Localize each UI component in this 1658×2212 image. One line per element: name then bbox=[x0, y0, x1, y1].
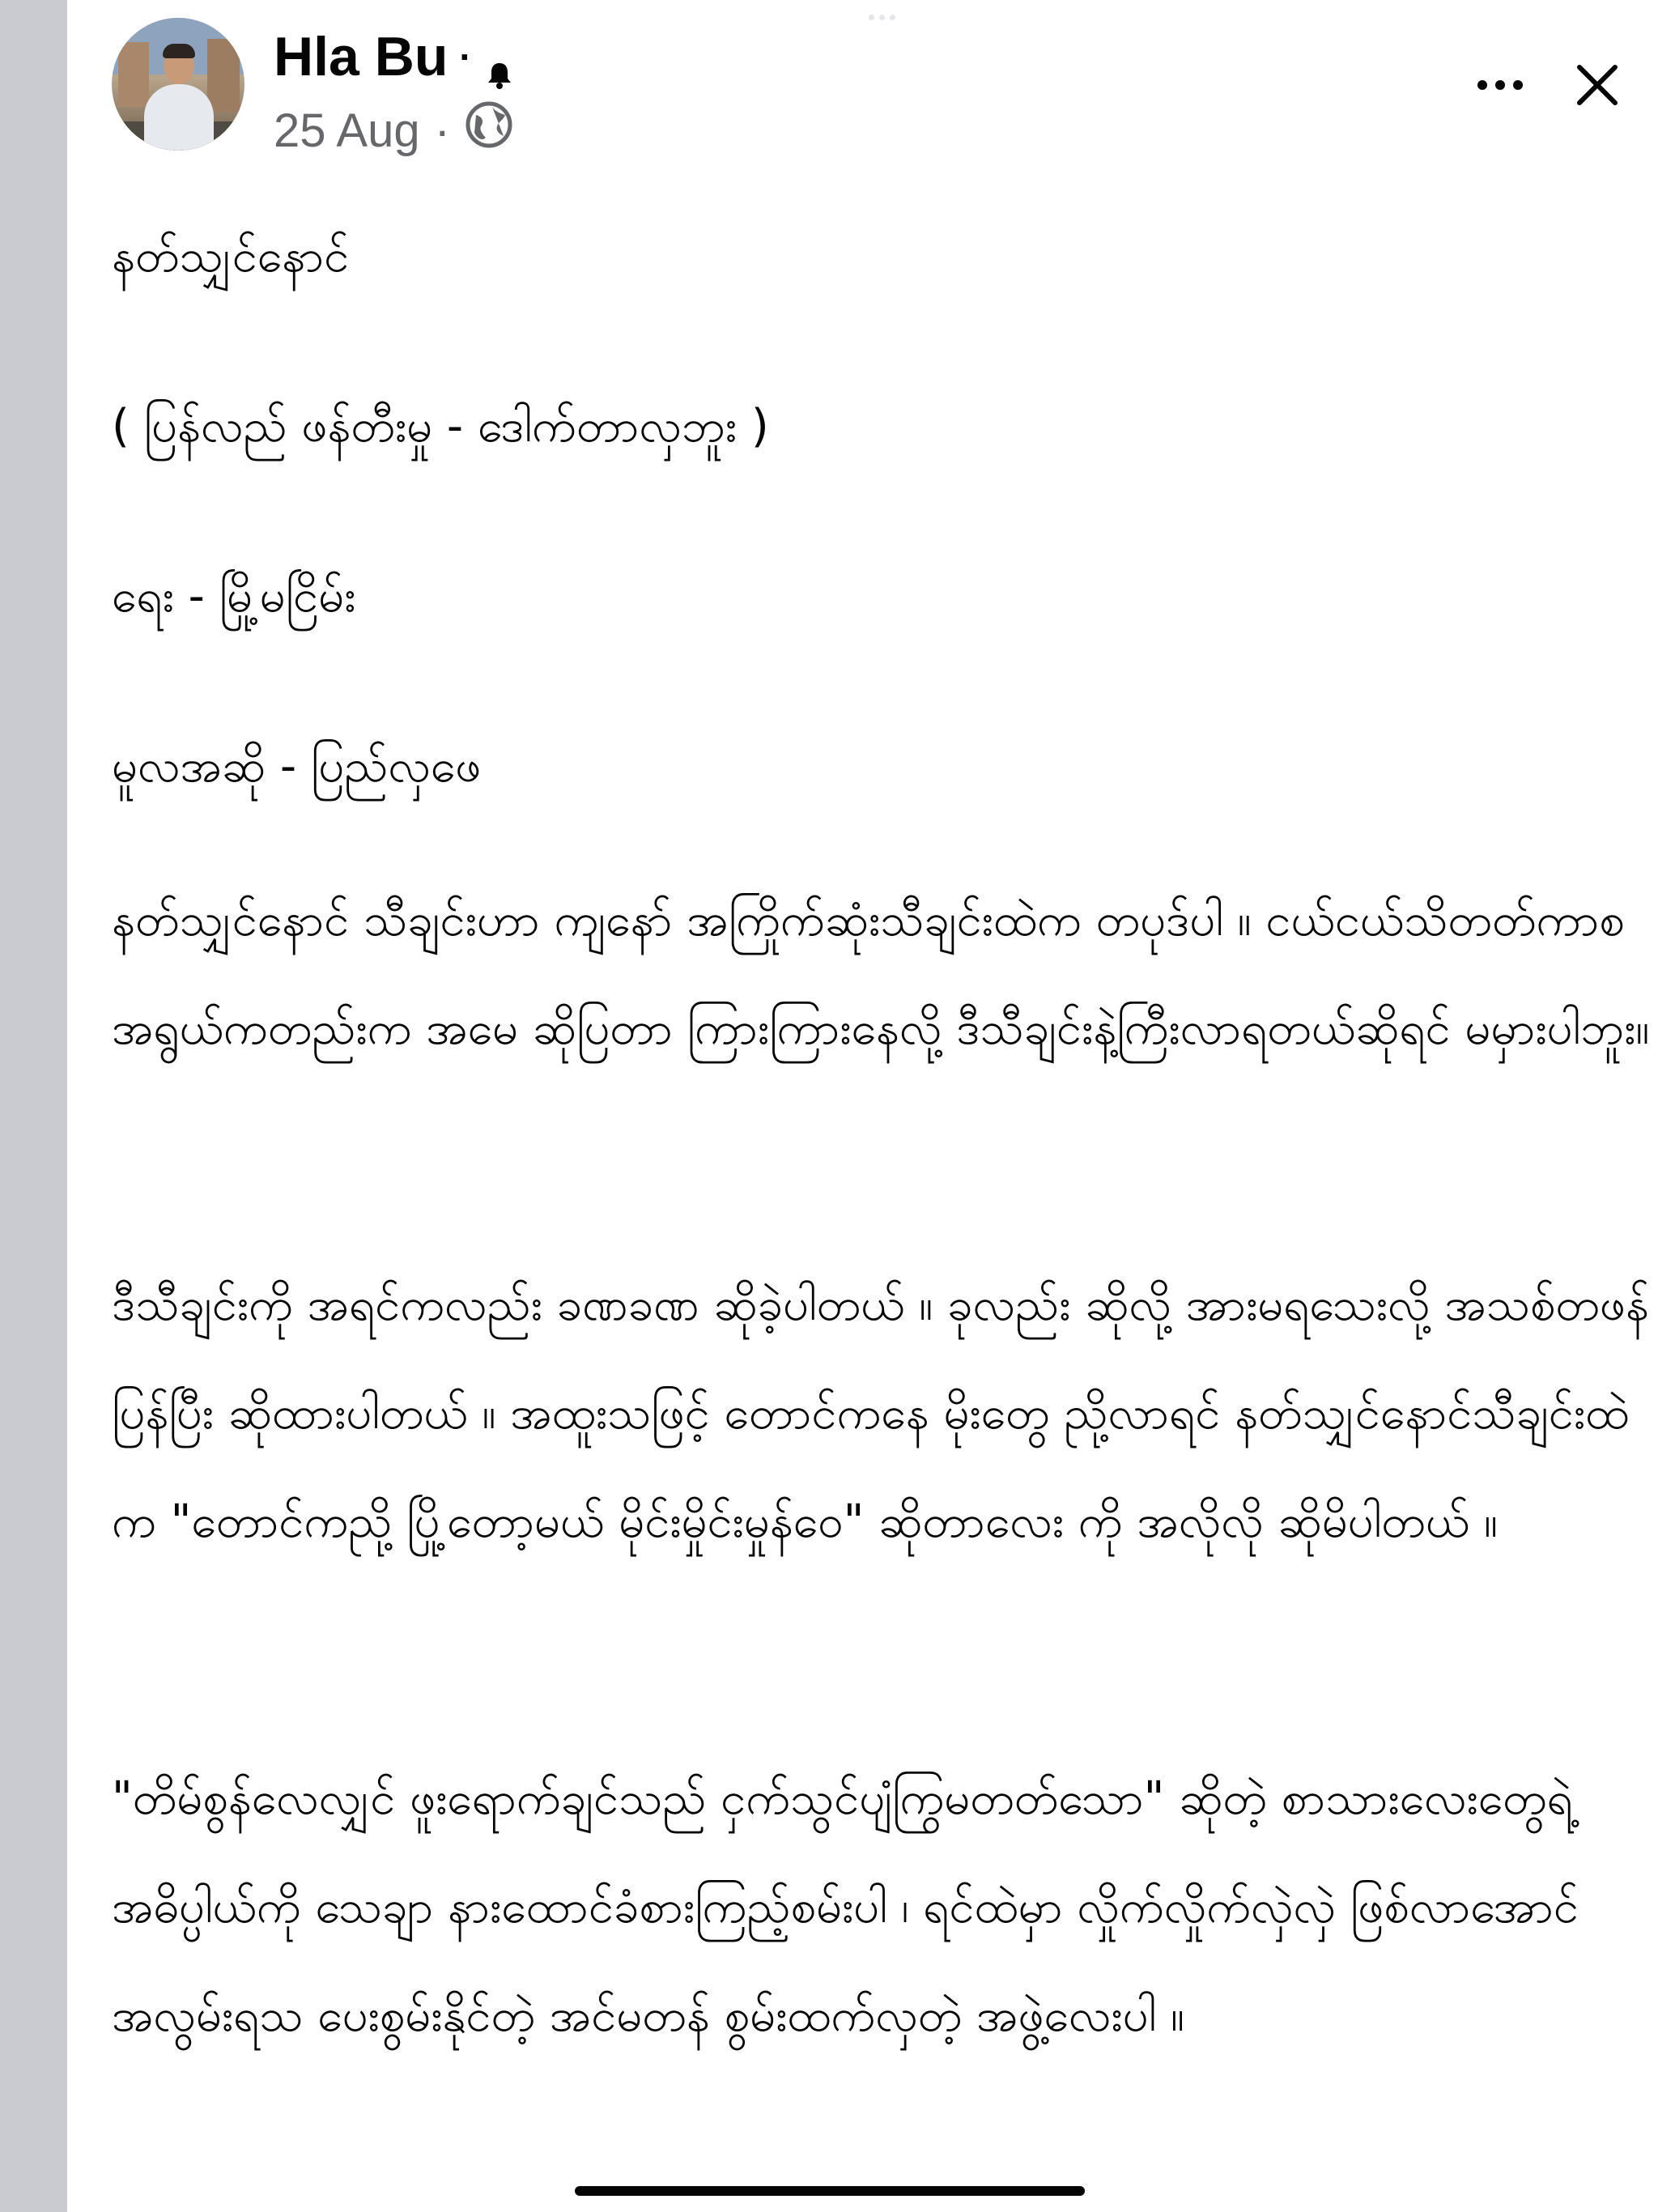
author-name[interactable]: Hla Bu bbox=[274, 26, 449, 87]
date-separator: · bbox=[434, 104, 450, 157]
bell-icon[interactable] bbox=[483, 40, 516, 73]
post-subtitle-line: ( ပြန်လည် ဖန်တီးမှု - ဒေါက်တာလှဘူး ) bbox=[112, 400, 769, 453]
background-feed-edge bbox=[0, 0, 67, 2212]
post-meta-row bbox=[274, 100, 513, 162]
author-separator: · bbox=[459, 36, 472, 78]
more-options-button[interactable] bbox=[1456, 49, 1545, 121]
post-header-author-row bbox=[274, 24, 516, 89]
post-title-line: နတ်သျှင်နောင် bbox=[112, 230, 350, 283]
close-button[interactable] bbox=[1557, 45, 1638, 125]
home-indicator[interactable] bbox=[575, 2186, 1085, 2196]
post-paragraph-1: နတ်သျှင်နောင် သီချင်းဟာ ကျနော် အကြိုက်ဆုံးသီချင်းထဲက တပုဒ်ပါ ။ ငယ်ငယ်သိတတ်ကာစ အရွယ်ကတည်းက အမေ ဆိုပြတာ ကြားကြားနေလို့ ဒီသီချင်းနဲ့ကြီးလာရတယ်ဆိုရင် မမှားပါဘူး။ bbox=[112, 894, 1650, 1055]
post-original-singer-line: မူလအဆို - ပြည်လှဖေ bbox=[112, 740, 482, 793]
post-date[interactable]: 25 Aug bbox=[274, 104, 420, 157]
post-viewer bbox=[67, 0, 1658, 2212]
post-writer-line: ရေး - မြို့မငြိမ်း bbox=[112, 570, 356, 623]
author-avatar[interactable] bbox=[112, 18, 244, 151]
close-icon bbox=[1575, 62, 1620, 108]
sheet-grabber[interactable] bbox=[869, 15, 895, 20]
more-horizontal-icon bbox=[1476, 79, 1524, 91]
post-paragraph-2: ဒီသီချင်းကို အရင်ကလည်း ခဏခဏ ဆိုခဲ့ပါတယ် ။ ခုလည်း ဆိုလို့ အားမရသေးလို့ အသစ်တဖန်ပြန်ပြီး ဆိုထားပါတယ် ။ အထူးသဖြင့် တောင်ကနေ မိုးတွေ ညို့လာရင် နတ်သျှင်နောင်သီချင်းထဲက "တောင်ကညို့ ပြို့တော့မယ် မိုင်းမှိုင်းမှုန်ဝေ" ဆိုတာလေး ကို အလိုလို ဆိုမိပါတယ် ။ bbox=[112, 1278, 1649, 1548]
post-paragraph-3: "တိမ်စွန်လေလျှင် ဖူးရောက်ချင်သည် ငှက်သွင်ပျံကြွမတတ်သော" ဆိုတဲ့ စာသားလေးတွေရဲ့ အဓိပ္ပါယ်ကို သေချာ နားထောင်ခံစားကြည့်စမ်းပါ ၊ ရင်ထဲမှာ လှိုက်လှိုက်လှဲလှဲ ဖြစ်လာအောင် အလွမ်းရသ ပေးစွမ်းနိုင်တဲ့ အင်မတန် စွမ်းထက်လှတဲ့ အဖွဲ့လေးပါ ။ bbox=[112, 1772, 1579, 2042]
globe-icon bbox=[465, 100, 513, 162]
